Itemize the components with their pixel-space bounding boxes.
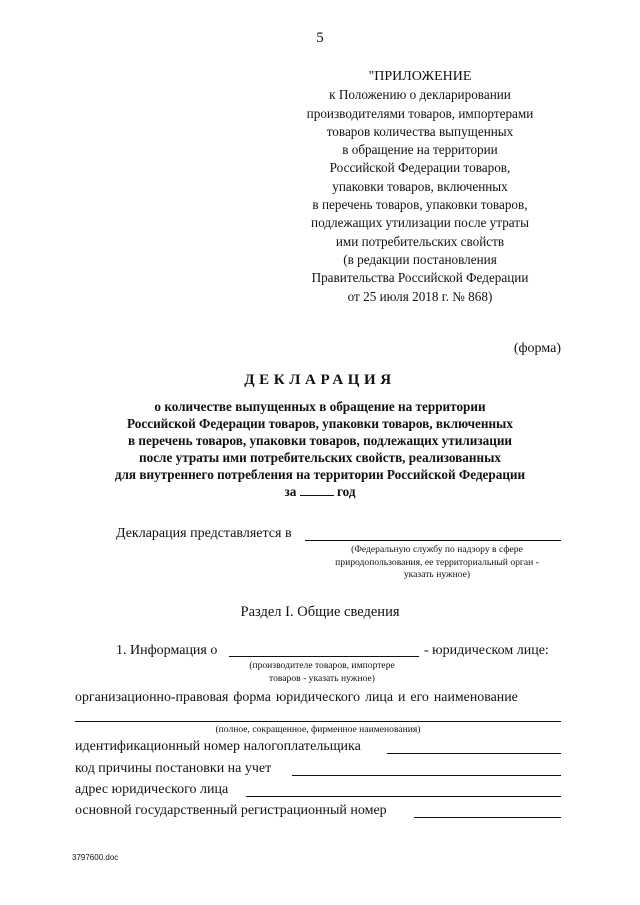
year-field[interactable]	[300, 495, 334, 496]
appendix-line: товаров количества выпущенных	[326, 123, 514, 139]
subtitle-line: в перечень товаров, упаковки товаров, подлежащих утилизации	[127, 433, 513, 448]
inn-field[interactable]	[387, 753, 561, 754]
appendix-line: производителями товаров, импортерами	[306, 105, 534, 121]
note-line: указать нужное)	[403, 569, 471, 580]
appendix-line: Российской Федерации товаров,	[329, 160, 511, 176]
info-suffix: - юридическом лице:	[424, 643, 549, 658]
appendix-line: в обращение на территории	[342, 142, 498, 158]
year-prefix: за	[284, 484, 297, 499]
address-label: адрес юридического лица	[75, 782, 229, 797]
appendix-line: (в редакции постановления	[343, 251, 497, 267]
submitted-note	[312, 544, 562, 582]
subtitle-line: для внутреннего потребления на территории Российской Федерации	[114, 467, 526, 482]
note-line: (Федеральную службу по надзору в сфере	[351, 544, 523, 555]
ogrn-label: основной государственный регистрационный номер	[75, 803, 387, 818]
subtitle-line: после утраты ими потребительских свойств, реализованных	[139, 450, 501, 465]
doc-code: 3797600.doc	[72, 853, 119, 862]
appendix-heading: "ПРИЛОЖЕНИЕ	[368, 69, 472, 84]
appendix-line: упаковки товаров, включенных	[332, 178, 508, 194]
submitted-field[interactable]	[305, 540, 561, 541]
info-note	[222, 660, 422, 685]
note-line: (производителе товаров, импортере	[249, 660, 395, 671]
org-name-field[interactable]	[75, 721, 561, 722]
subtitle-line: о количестве выпущенных в обращение на территории	[154, 399, 486, 414]
year-line	[70, 483, 570, 500]
note-line: товаров - указать нужное)	[269, 672, 375, 684]
org-form-label: организационно-правовая форма юридического лица и его наименование	[75, 690, 518, 705]
page-number: 5	[316, 30, 324, 46]
submitted-label: Декларация представляется в	[116, 526, 292, 541]
appendix-line: ими потребительских свойств	[335, 233, 505, 249]
appendix-line: Правительства Российской Федерации	[311, 270, 529, 286]
inn-label: идентификационный номер налогоплательщика	[75, 739, 361, 754]
kpp-field[interactable]	[292, 775, 561, 776]
info-prefix: 1. Информация о	[116, 643, 218, 658]
info-field[interactable]	[229, 656, 419, 657]
subtitle-line: Российской Федерации товаров, упаковки товаров, включенных	[127, 416, 513, 431]
kpp-label: код причины постановки на учет	[75, 761, 272, 776]
appendix-line: в перечень товаров, упаковки товаров,	[312, 197, 528, 213]
declaration-subtitle	[70, 398, 570, 500]
note-line: природопользования, ее территориальный орган -	[335, 556, 539, 568]
appendix-line: подлежащих утилизации после утраты	[311, 215, 529, 231]
ogrn-field[interactable]	[414, 817, 561, 818]
appendix-block	[292, 68, 548, 306]
org-name-note: (полное, сокращенное, фирменное наименования)	[215, 724, 421, 735]
form-label: (форма)	[513, 341, 561, 356]
submitted-row	[116, 526, 292, 542]
declaration-title: ДЕКЛАРАЦИЯ	[244, 372, 396, 388]
section-title: Раздел I. Общие сведения	[240, 604, 400, 620]
address-field[interactable]	[246, 796, 561, 797]
year-suffix: год	[336, 484, 356, 499]
appendix-line: к Положению о декларировании	[329, 87, 511, 103]
appendix-line: от 25 июля 2018 г. № 868)	[347, 288, 493, 304]
